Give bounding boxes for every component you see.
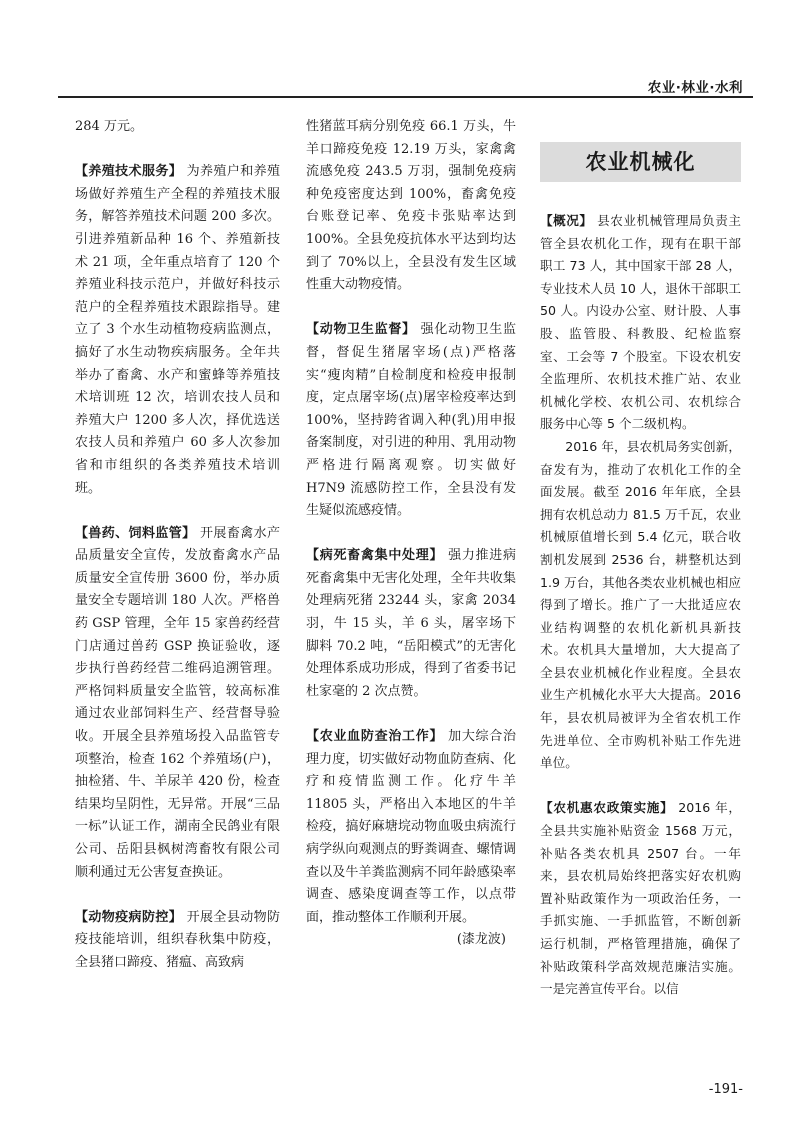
section-animal-health bbox=[306, 319, 516, 522]
section-heading: 【动物卫生监督】 bbox=[306, 322, 416, 338]
author-credit: (漆龙波) bbox=[456, 932, 506, 948]
page-number: -191- bbox=[708, 1082, 743, 1097]
header-divider bbox=[58, 96, 753, 98]
chapter-banner: 农业机械化 bbox=[540, 142, 741, 182]
section-heading: 【概况】 bbox=[540, 213, 593, 228]
section-heading: 【动物疫病防控】 bbox=[75, 909, 183, 925]
section-body: 开展全县动物防疫技能培训，组织春秋集中防疫，全县猪口蹄疫、猪瘟、高致病 bbox=[75, 909, 280, 970]
section-disease-control bbox=[75, 907, 280, 975]
section-heading: 【农机惠农政策实施】 bbox=[540, 800, 674, 816]
section-heading: 【农业血防查治工作】 bbox=[306, 729, 444, 745]
section-dead-livestock bbox=[306, 545, 516, 703]
paragraph: 性猪蓝耳病分别免疫 66.1 万头，牛羊口蹄疫免疫 12.19 万头，家禽禽流感免疫 243.5 万羽，强制免疫病种免疫密度达到 100%，畜禽免疫台账登记率、免疫卡张贴率达到 100%。全县免疫抗体水平达到均达到了 70%以上，全县没有发生区域性重大动物疫情。 bbox=[306, 119, 516, 293]
section-heading: 【养殖技术服务】 bbox=[75, 164, 183, 180]
section-schistosomiasis bbox=[306, 726, 516, 929]
section-vet-feed bbox=[75, 523, 280, 885]
running-header: 农业·林业·水利 bbox=[647, 80, 743, 96]
section-body: 2016 年，全县共实施补贴资金 1568 万元，补贴各类农机具 2507 台。一年来，县农机局始终把落实好农机购置补贴政策作为一项政治任务，一手抓实施、一手抓监管，不断创新运行机制，严格管理措施，确保了补贴政策科学高效规范廉洁实施。一是完善宣传平台。以信 bbox=[540, 800, 742, 997]
paragraph: 2016 年，县农机局务实创新，奋发有为，推动了农机化工作的全面发展。截至 2016 年年底，全县拥有农机总动力 81.5 万千瓦，农业机械原值增长到 5.4 亿元，联合收割机发展到 2536 台，耕整机达到 1.9 万台，其他各类农业机械也相应得到了增长。推广了一大批适应农业结构调整的农机化新机具新技术。农机具大量增加，大大提高了全县农业机械化作业程度。全县农业生产机械化水平大大提高。2016 年，县农机局被评为全省农机工作先进单位、全市购机补贴工作先进单位。 bbox=[540, 438, 741, 771]
column-3 bbox=[540, 116, 741, 1001]
section-body: 开展畜禽水产品质量安全宣传，发放畜禽水产品质量安全宣传册 3600 份，举办质量安全专题培训 180 人次。严格兽药 GSP 管理，全年 15 家兽药经营门店通过兽药 GSP 换证验收，逐步执行兽药经营二维码追溯管理。严格饲料质量安全监管，较高标准通过农业部饲料生产、经营督导验收。开展全县养殖场投入品监管专项整治，检查 162 个养殖场(户)，抽检猪、牛、羊尿羊 420 份，检查结果均呈阴性，无异常。开展“三品一标”认证工作，湖南全民鸽业有限公司、岳阳县枫树湾畜牧有限公司顺利通过无公害复查换证。 bbox=[75, 525, 280, 880]
section-body: 县农业机械管理局负责主管全县农机化工作，现有在职干部职工 73 人，其中国家干部 28 人，专业技术人员 10 人，退休干部职工 50 人。内设办公室、财计股、人事股、监管股、科教股、纪检监察室、工会等 7 个股室。下设农机安全监理所、农机技术推广站、农业机械化学校、农机公司、农机综合服务中心等 5 个二级机构。 bbox=[540, 213, 741, 432]
section-body: 加大综合治理力度，切实做好动物血防查病、化疗和疫情监测工作。化疗牛羊 11805 头，严格出入本地区的牛羊检疫，搞好麻塘垸动物血吸虫病流行病学纵向观测点的野粪调查、螺情调查以及牛羊粪监测病不同年龄感染率调查、感染度调查等工作，以点带面，推动整体工作顺利开展。 bbox=[306, 729, 516, 925]
column-2 bbox=[306, 116, 516, 952]
section-subsidy-policy bbox=[540, 797, 741, 1000]
section-body: 为养殖户和养殖场做好养殖生产全程的养殖技术服务，解答养殖技术问题 200 多次。引进养殖新品种 16 个、养殖新技术 21 项，全年重点培育了 120 个养殖业科技示范户，并做好科技示范户的全程养殖技术跟踪指导。建立了 3 个水生动植物疫病监测点，搞好了水生动物疾病服务。全年共举办了畜禽、水产和蜜蜂等养殖技术培训班 12 次，培训农技人员和养殖大户 1200 多人次，择优选送农技人员和养殖户 60 多人次参加省和市组织的各类养殖技术培训班。 bbox=[75, 164, 280, 496]
section-body: 强力推进病死畜禽集中无害化处理，全年共收集处理病死猪 23244 头，家禽 2034 羽，牛 15 头，羊 6 头，屠宰场下脚料 70.2 吨，“岳阳模式”的无害化处理体系成功形成，得到了省委书记杜家毫的 2 次点赞。 bbox=[306, 548, 516, 699]
column-1 bbox=[75, 116, 280, 975]
section-heading: 【病死畜禽集中处理】 bbox=[306, 548, 444, 564]
section-livestock-tech bbox=[75, 161, 280, 500]
paragraph: 284 万元。 bbox=[75, 119, 143, 134]
section-body: 强化动物卫生监督，督促生猪屠宰场(点)严格落实“瘦肉精”自检制度和检疫申报制度，定点屠宰场(点)屠宰检疫率达到 100%，坚持跨省调入种(乳)用申报备案制度，对引进的种用、乳用动物严格进行隔离观察。切实做好 H7N9 流感防控工作，全县没有发生疑似流感疫情。 bbox=[306, 322, 516, 519]
section-heading: 【兽药、饲料监管】 bbox=[75, 525, 196, 541]
section-overview bbox=[540, 210, 741, 436]
